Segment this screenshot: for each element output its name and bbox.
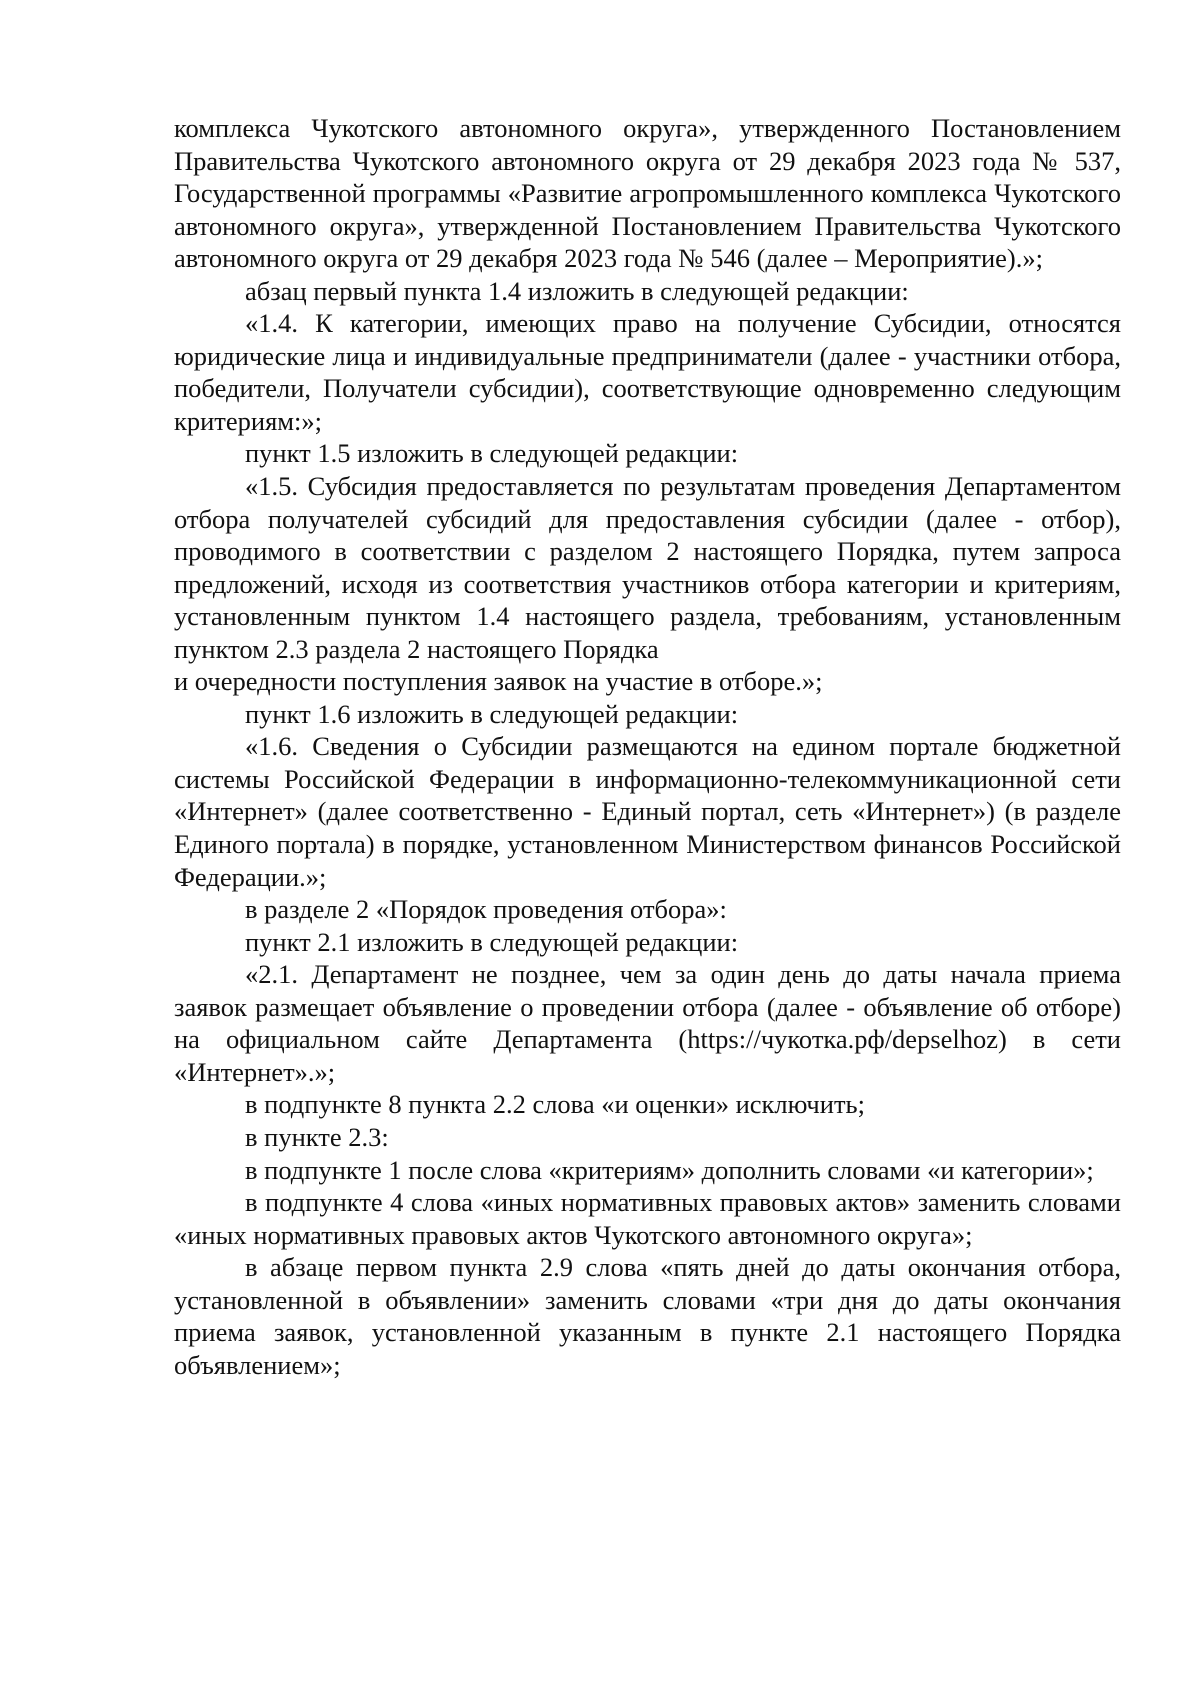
paragraph-clause-1-5: «1.5. Субсидия предоставляется по результатам проведения Департаментом отбора получателей субсидий для предоставления субсидии (далее - отбор), проводимого в соответствии с разделом 2 настоящего Порядка, путем запроса предложений, исходя из соответствия участников отбора категории и критериям, установленным пунктом 1.4 настоящего раздела, требованиям, установленным пунктом 2.3 раздела 2 настоящего Порядка: [174, 471, 1121, 664]
paragraph-section-2-intro: в разделе 2 «Порядок проведения отбора»:: [245, 894, 727, 925]
paragraph-amend-2-1-intro: пункт 2.1 изложить в следующей редакции:: [245, 926, 739, 957]
paragraph-clause-1-4: «1.4. К категории, имеющих право на получение Субсидии, относятся юридические лица и индивидуальные предприниматели (далее - участники отбора, победители, Получатели субсидии), соответствующие одновременно следующим критериям:»;: [174, 308, 1121, 436]
paragraph-clause-2-1: «2.1. Департамент не позднее, чем за один день до даты начала приема заявок размещает объявление о проведении отбора (далее - объявление об отборе) на официальном сайте Департамента (https://чукотка.рф/depselhoz) в сети «Интернет».»;: [174, 959, 1121, 1087]
paragraph-amend-2-2: в подпункте 8 пункта 2.2 слова «и оценки» исключить;: [245, 1089, 865, 1120]
paragraph-amend-1-6-intro: пункт 1.6 изложить в следующей редакции:: [245, 698, 739, 729]
paragraph-amend-2-3-sub-1: в подпункте 1 после слова «критериям» дополнить словами «и категории»;: [245, 1154, 1094, 1185]
paragraph-amend-1-4-intro: абзац первый пункта 1.4 изложить в следующей редакции:: [245, 275, 909, 306]
paragraph-amend-2-9: в абзаце первом пункта 2.9 слова «пять дней до даты окончания отбора, установленной в объявлении» заменить словами «три дня до даты окончания приема заявок, установленной указанным в пункте 2.1 настоящего Порядка объявлением»;: [174, 1252, 1121, 1380]
paragraph-continuation: комплекса Чукотского автономного округа», утвержденного Постановлением Правительства Чукотского автономного округа от 29 декабря 2023 года № 537, Государственной программы «Развитие агропромышленного комплекса Чукотского автономного округа», утвержденной Постановлением Правительства Чукотского автономного округа от 29 декабря 2023 года № 546 (далее – Мероприятие).»;: [174, 113, 1121, 274]
paragraph-clause-1-6: «1.6. Сведения о Субсидии размещаются на едином портале бюджетной системы Российской Федерации в информационно-телекоммуникационной сети «Интернет» (далее соответственно - Единый портал, сеть «Интернет») (в разделе Единого портала) в порядке, установленном Министерством финансов Российской Федерации.»;: [174, 731, 1121, 892]
paragraph-amend-2-3-intro: в пункте 2.3:: [245, 1121, 389, 1152]
document-body: [174, 112, 1121, 1381]
paragraph-amend-2-3-sub-4: в подпункте 4 слова «иных нормативных правовых актов» заменить словами «иных нормативных правовых актов Чукотского автономного округа»;: [174, 1187, 1121, 1250]
paragraph-amend-1-5-intro: пункт 1.5 изложить в следующей редакции:: [245, 438, 739, 469]
paragraph-clause-1-5-end: и очередности поступления заявок на участие в отборе.»;: [174, 666, 823, 697]
